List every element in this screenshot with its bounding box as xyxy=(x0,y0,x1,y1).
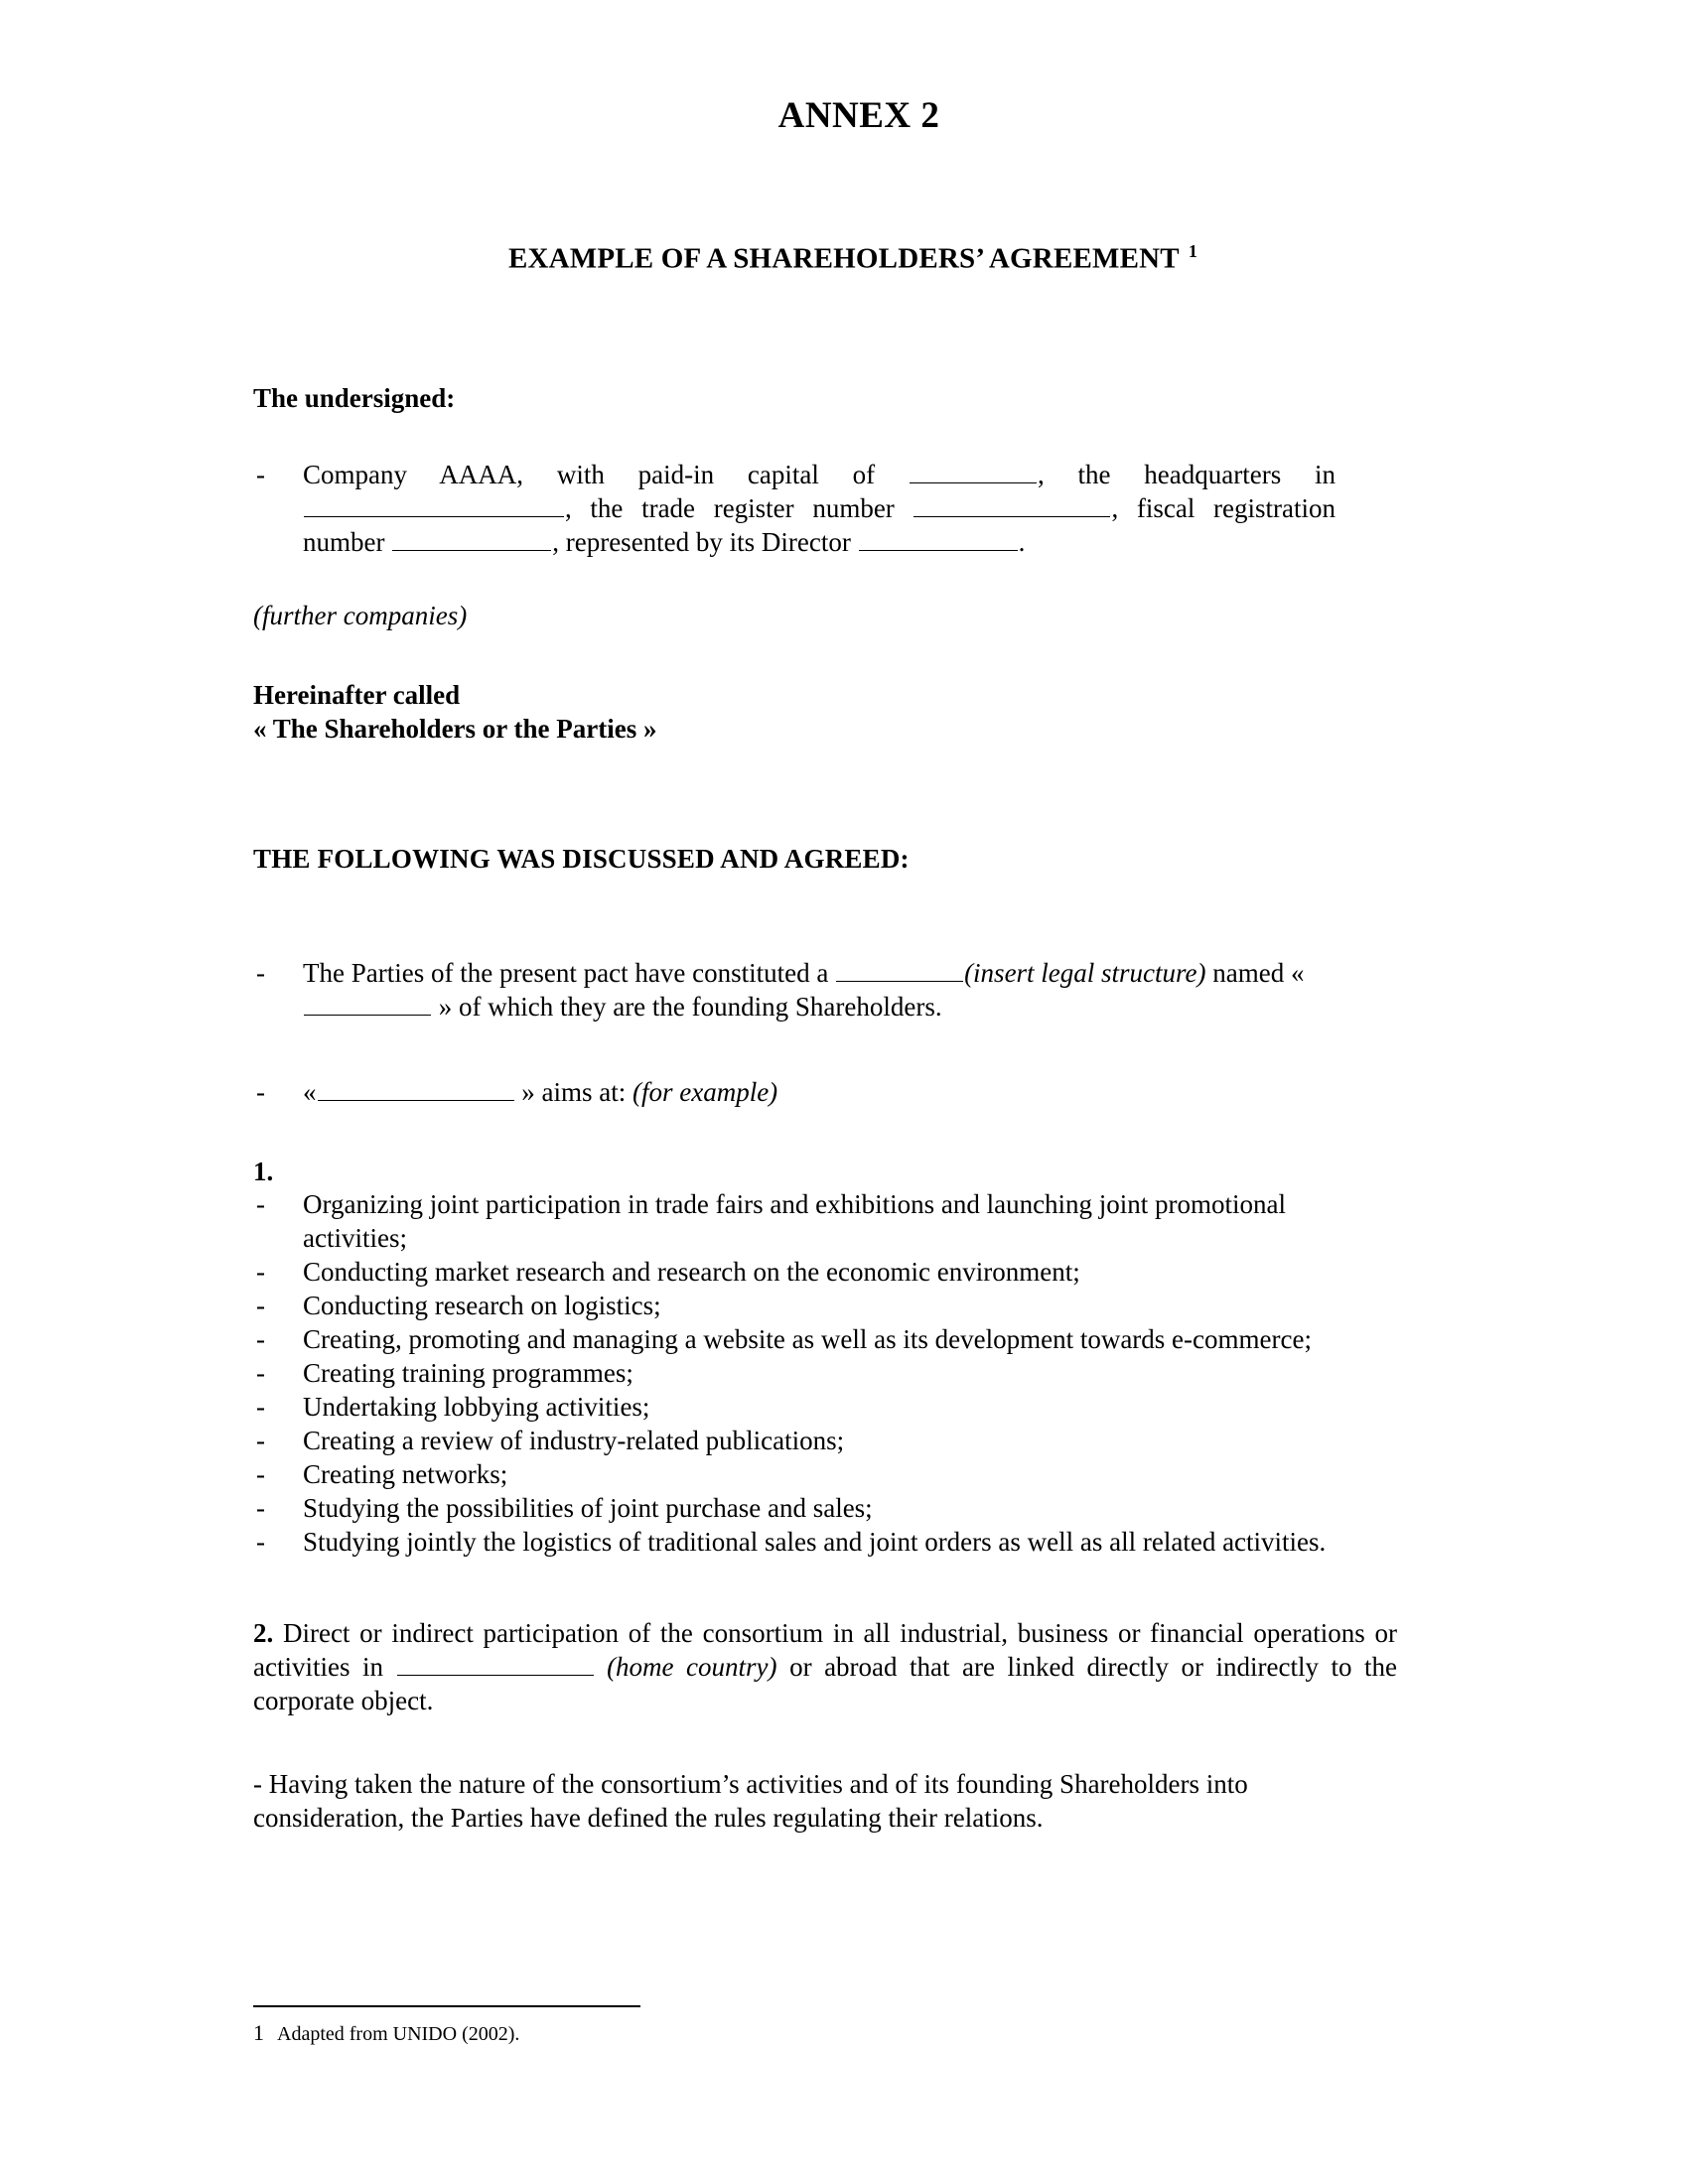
list-item-text: Conducting research on logistics; xyxy=(303,1290,661,1320)
hereinafter-line-2: « The Shareholders or the Parties » xyxy=(253,714,657,745)
constituted-text-3: » of which they are the founding Shareholders. xyxy=(438,991,942,1022)
section-two-italic: (home country) xyxy=(607,1652,777,1683)
blank-consortium-name xyxy=(304,990,431,1016)
further-companies-note: (further companies) xyxy=(253,600,468,630)
blank-trade-register xyxy=(914,491,1110,517)
footnote-reference-marker: 1 xyxy=(1188,241,1198,261)
blank-home-country xyxy=(397,1650,594,1676)
blank-director xyxy=(859,525,1018,551)
company-text-3: , the trade register number xyxy=(565,492,895,523)
list-item xyxy=(253,1187,1390,1255)
list-item-text: Conducting market research and research on the economic environment; xyxy=(303,1256,1080,1287)
hereinafter-block xyxy=(253,678,1435,747)
blank-legal-structure xyxy=(836,956,963,982)
undersigned-heading: The undersigned: xyxy=(253,382,456,413)
section-one-list xyxy=(253,1187,1435,1559)
list-item-text: Organizing joint participation in trade fairs and exhibitions and launching joint promotional activities; xyxy=(303,1188,1287,1253)
list-item-text: Creating training programmes; xyxy=(303,1357,633,1388)
bullet-dash: - xyxy=(256,1391,265,1422)
footnote-area xyxy=(253,2005,1435,2046)
bullet-dash: - xyxy=(256,1290,265,1320)
bullet-dash: - xyxy=(256,459,265,489)
closing-paragraph: - Having taken the nature of the consortium’s activities and of its founding Shareholders into consideration, the Parties have defined the rules regulating their relations. xyxy=(253,1769,1248,1834)
bullet-dash: - xyxy=(256,1527,265,1557)
list-item xyxy=(253,1525,1390,1559)
list-item xyxy=(253,1356,1390,1390)
agreed-heading: THE FOLLOWING WAS DISCUSSED AND AGREED: xyxy=(253,843,910,874)
company-text-6: . xyxy=(1018,526,1026,557)
list-item-text: Creating a review of industry-related publications; xyxy=(303,1425,845,1455)
list-item-text: Studying the possibilities of joint purchase and sales; xyxy=(303,1492,873,1523)
aims-text-2: » aims at: xyxy=(521,1076,627,1107)
list-item-text: Creating, promoting and managing a website as well as its development towards e-commerce; xyxy=(303,1323,1312,1354)
constituted-block xyxy=(253,956,1306,1024)
bullet-dash: - xyxy=(256,1323,265,1354)
bullet-dash: - xyxy=(256,957,265,988)
bullet-dash: - xyxy=(256,1256,265,1287)
footnote-separator-rule xyxy=(253,2005,640,2007)
annex-title: ANNEX 2 xyxy=(777,95,940,136)
list-item xyxy=(253,1255,1390,1289)
undersigned-company-block xyxy=(253,458,1336,559)
list-item xyxy=(253,1424,1390,1457)
aims-block xyxy=(253,1075,1435,1109)
bullet-dash: - xyxy=(256,1076,265,1107)
blank-paid-in-capital xyxy=(910,458,1037,483)
bullet-dash: - xyxy=(256,1188,265,1219)
section-two-text-2: or abroad that are linked directly or indirectly to the corporate object. xyxy=(253,1652,1398,1716)
list-item xyxy=(253,1457,1390,1491)
company-text-5: , represented by its Director xyxy=(552,526,851,557)
bullet-dash: - xyxy=(256,1357,265,1388)
bullet-dash: - xyxy=(256,1492,265,1523)
list-item-text: Studying jointly the logistics of traditional sales and joint orders as well as all related activities. xyxy=(303,1527,1327,1557)
document-body xyxy=(253,0,1435,1835)
list-item xyxy=(253,1390,1390,1424)
list-item xyxy=(253,1322,1390,1356)
page-title xyxy=(271,241,1435,276)
aims-italic: (for example) xyxy=(632,1076,778,1107)
bullet-dash: - xyxy=(256,1458,265,1489)
company-text-2: , the headquarters in xyxy=(1037,459,1336,489)
section-two-text-1: Direct or indirect participation of the consortium in all industrial, business or financial operations or activities in xyxy=(253,1618,1397,1683)
hereinafter-line-1: Hereinafter called xyxy=(253,679,461,710)
section-two-paragraph xyxy=(253,1616,1397,1717)
constituted-text-1: The Parties of the present pact have constituted a xyxy=(303,957,829,988)
list-item xyxy=(253,1289,1390,1322)
page-title-text: EXAMPLE OF A SHAREHOLDERS’ AGREEMENT xyxy=(507,242,1180,275)
footnote-number: 1 xyxy=(253,2020,264,2045)
constituted-text-2: named « xyxy=(1212,957,1305,988)
company-text-4: , fiscal registration number xyxy=(303,492,1336,557)
blank-fiscal-registration xyxy=(392,525,551,551)
company-text-1: Company AAAA, with paid-in capital of xyxy=(303,459,876,489)
company-paragraph xyxy=(253,458,1336,559)
list-item-text: Creating networks; xyxy=(303,1458,508,1489)
section-two-number: 2. xyxy=(253,1618,274,1649)
blank-headquarters xyxy=(304,491,564,517)
footnote-text-row xyxy=(253,2020,1435,2046)
list-item xyxy=(253,1491,1390,1525)
aims-text-1: « xyxy=(303,1076,317,1107)
bullet-dash: - xyxy=(256,1425,265,1455)
section-one-number: 1. xyxy=(253,1156,274,1186)
constituted-italic: (insert legal structure) xyxy=(964,957,1206,988)
blank-consortium-name-aims xyxy=(318,1075,514,1101)
list-item-text: Undertaking lobbying activities; xyxy=(303,1391,650,1422)
footnote-text: Adapted from UNIDO (2002). xyxy=(277,2023,520,2045)
constituted-paragraph xyxy=(253,956,1306,1024)
aims-paragraph xyxy=(253,1075,1435,1109)
